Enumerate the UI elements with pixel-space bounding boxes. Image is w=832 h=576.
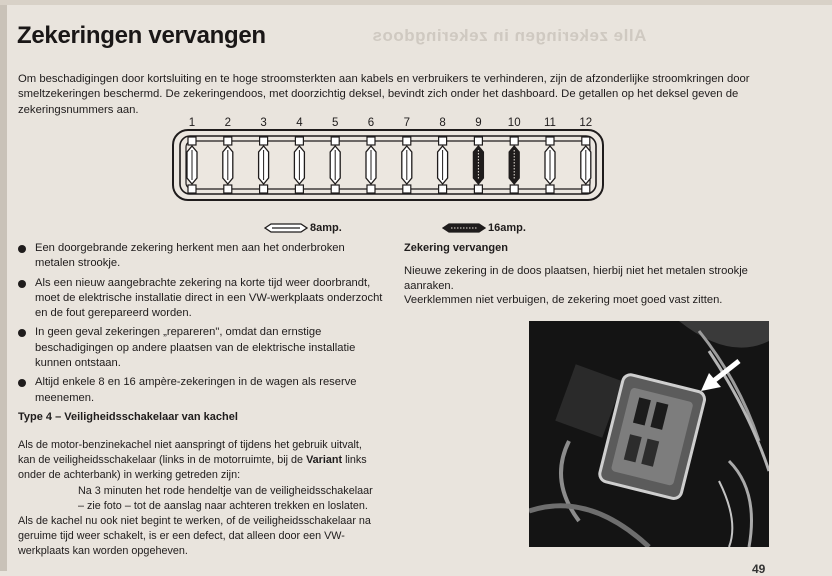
fuse-number-11: 11 bbox=[544, 117, 556, 129]
fuse-1-8amp bbox=[187, 137, 197, 193]
fuse-4-8amp bbox=[294, 137, 304, 193]
fuse-number-12: 12 bbox=[579, 117, 593, 129]
fuse-number-4: 4 bbox=[296, 117, 303, 129]
page-edge-shadow bbox=[0, 0, 7, 571]
fuse-10-16amp bbox=[509, 137, 519, 193]
fuse-8-8amp bbox=[438, 137, 448, 193]
fuse-8amp-icon bbox=[264, 223, 308, 233]
page-number: 49 bbox=[752, 562, 766, 576]
fuse-number-7: 7 bbox=[403, 117, 411, 129]
legend-8amp bbox=[264, 222, 342, 234]
type4-conclusion: Als de kachel nu ook niet begint te werken, of de veiligheidsschakelaar na geruime tijd weer schakelt, is er een defect, dat alleen door een VW-werkplaats kan worden opgeheven. bbox=[18, 515, 371, 558]
replace-paragraph-2: Veerklemmen niet verbuigen, de zekering moet goed vast zitten. bbox=[404, 294, 723, 306]
legend-16amp bbox=[442, 222, 526, 234]
bullet-list bbox=[17, 241, 383, 410]
fuse-box-diagram bbox=[170, 112, 610, 210]
fuse-5-8amp bbox=[330, 137, 340, 193]
fuse-7-8amp bbox=[402, 137, 412, 193]
intro-paragraph: Om beschadigingen door kortsluiting en te hoge stroomsterkten aan kabels en verbruikers te verhinderen, zijn de afzonderlijke stroomkringen door smeltzekeringen beschermd. De zekeringendoos, met doorzichtig deksel, bevindt zich onder het dashboard. De getallen op het deksel geven de zekeringsnummers aan. bbox=[18, 73, 750, 116]
fuse-number-5: 5 bbox=[331, 117, 339, 129]
bullet-item: In geen geval zekeringen „repareren", omdat dan ernstige beschadigingen op andere plaatsen van de elektrische installatie kunnen ontstaan. bbox=[17, 325, 383, 371]
fuse-number-1: 1 bbox=[188, 117, 196, 129]
safety-switch-photo bbox=[529, 321, 769, 547]
fuse-number-10: 10 bbox=[507, 117, 521, 129]
fuse-11-8amp bbox=[545, 137, 555, 193]
bullet-item: Als een nieuw aangebrachte zekering na korte tijd weer doorbrandt, moet de elektrische installatie direct in een VW-werkplaats onderzocht en de fout gerepareerd worden. bbox=[17, 276, 383, 322]
bullet-dot-icon bbox=[18, 329, 26, 337]
variant-label: Variant bbox=[306, 454, 343, 467]
fuse-3-8amp bbox=[259, 137, 269, 193]
bullet-dot-icon bbox=[18, 245, 26, 253]
page-top-edge bbox=[0, 0, 832, 5]
fuse-number-3: 3 bbox=[260, 117, 267, 129]
fuse-number-8: 8 bbox=[439, 117, 446, 129]
bullet-dot-icon bbox=[18, 280, 26, 288]
type4-steps: Na 3 minuten het rode hendeltje van de veiligheidsschakelaar – zie foto – tot de aanslag naar achteren trekken en loslaten. bbox=[78, 484, 373, 512]
bleed-through-text: Alle zekeringen in zekeringdoos bbox=[372, 26, 647, 45]
page-title: Zekeringen vervangen bbox=[17, 22, 266, 49]
fuse-2-8amp bbox=[223, 137, 233, 193]
bullet-dot-icon bbox=[18, 379, 26, 387]
fuse-number-6: 6 bbox=[367, 117, 375, 129]
bullet-item: Altijd enkele 8 en 16 ampère-zekeringen in de wagen als reserve meenemen. bbox=[17, 375, 383, 406]
bullet-item: Een doorgebrande zekering herkent men aan het onderbroken metalen strookje. bbox=[17, 241, 383, 272]
type4-paragraph: Als de motor-benzinekachel niet aanspringt of tijdens het gebruik uitvalt, kan de veiligheidsschakelaar (links in de motorruimte, bij de Variant links onder de achterbank) in werking getreden zijn: Na 3 minuten het rode hendeltje van de veiligheidsschakelaar – zie foto – tot de aanslag naar achteren trekken en loslaten. Als de kachel nu ook niet begint te werken, of de veiligheidsschakelaar na geruime tijd weer schakelt, is er een defect, dat alleen door een VW-werkplaats kan worden opgeheven. bbox=[18, 438, 380, 560]
fuse-number-2: 2 bbox=[224, 117, 232, 129]
legend-16amp-label: 16amp. bbox=[488, 222, 526, 234]
fuse-12-8amp bbox=[581, 137, 591, 193]
replace-heading: Zekering vervangen bbox=[404, 242, 508, 254]
fuse-9-16amp bbox=[473, 137, 483, 193]
fuse-16amp-icon bbox=[442, 223, 486, 233]
fuse-number-9: 9 bbox=[475, 117, 482, 129]
fuse-6-8amp bbox=[366, 137, 376, 193]
legend-8amp-label: 8amp. bbox=[310, 222, 342, 234]
type4-heading: Type 4 – Veiligheidsschakelaar van kachel bbox=[18, 411, 238, 423]
replace-paragraph-1: Nieuwe zekering in de doos plaatsen, hierbij niet het metalen strookje aanraken. bbox=[404, 265, 748, 293]
